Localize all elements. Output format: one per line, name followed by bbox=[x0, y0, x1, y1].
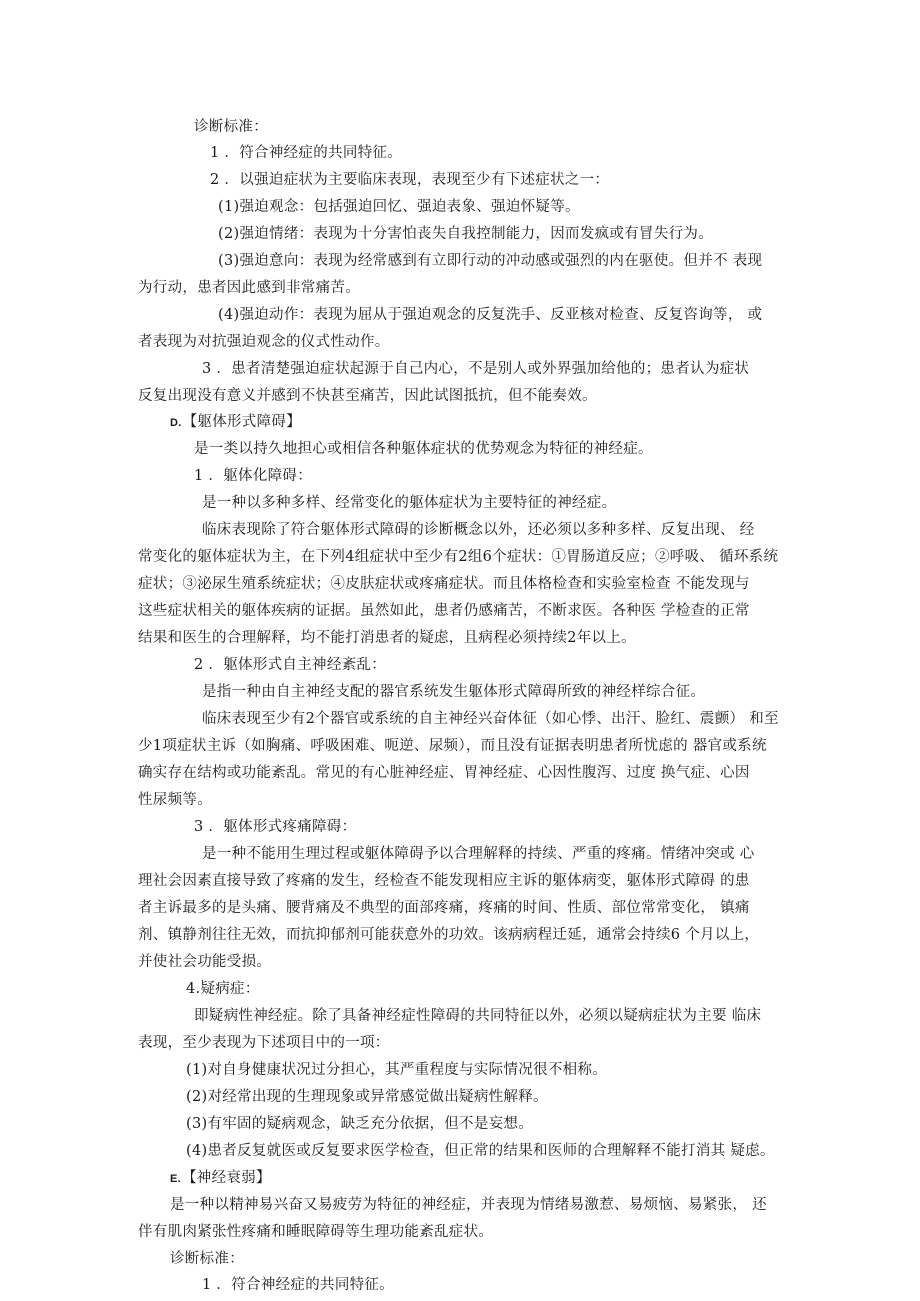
section-d-definition: 是一类以持久地担心或相信各种躯体症状的优势观念为特征的神经症。 bbox=[194, 441, 653, 457]
subsection-4-para-line-1: 即疑病性神经症。除了具备神经症性障碍的共同特征以外，必须以疑病症状为主要 临床 bbox=[194, 1008, 762, 1024]
hypochondria-item-4: (4)患者反复就医或反复要求医学检查，但正常的结果和医师的合理解释不能打消其 疑虑。 bbox=[186, 1143, 775, 1159]
subsection-3-para-line-1: 是一种不能用生理过程或躯体障碍予以合理解释的持续、严重的疼痛。情绪冲突或 心 bbox=[202, 846, 755, 862]
section-e-para-line-1: 是一种以精神易兴奋又易疲劳为特征的神经症，并表现为情绪易激惹、易烦恼、易紧张， 还 bbox=[170, 1197, 767, 1213]
subsection-2-para-line-4: 性尿频等。 bbox=[138, 792, 212, 808]
criterion-2: 2 ．以强迫症状为主要临床表现，表现至少有下述症状之一： bbox=[210, 172, 610, 188]
obsessive-item-3-cont: 为行动，患者因此感到非常痛苦。 bbox=[138, 280, 360, 296]
section-e-title: 【神经衰弱】 bbox=[182, 1170, 271, 1186]
obsessive-item-1: (1)强迫观念：包括强迫回忆、强迫表象、强迫怀疑等。 bbox=[218, 199, 580, 215]
subsection-1-definition: 是一种以多种多样、经常变化的躯体症状为主要特征的神经症。 bbox=[202, 495, 617, 511]
subsection-1-para-line-2: 常变化的躯体症状为主，在下列4组症状中至少有2组6个症状：①胃肠道反应；②呼吸、 循环系统 bbox=[138, 549, 779, 565]
criterion-1: 1 ．符合神经症的共同特征。 bbox=[210, 145, 403, 161]
section-d-letter: D. bbox=[170, 417, 182, 429]
subsection-3-para-line-4: 剂、镇静剂往往无效，而抗抑郁剂可能获意外的功效。该病病程迁延，通常会持续6 个月以上， bbox=[138, 927, 760, 943]
subsection-3-para-line-2: 理社会因素直接导致了疼痛的发生，经检查不能发现相应主诉的躯体病变，躯体形式障碍 的患 bbox=[138, 873, 750, 889]
hypochondria-item-3: (3)有牢固的疑病观念，缺乏充分依据，但不是妄想。 bbox=[186, 1116, 534, 1132]
subsection-2-title: 2 ．躯体形式自主神经紊乱： bbox=[194, 657, 387, 673]
subsection-3-title: 3 ．躯体形式疼痛障碍： bbox=[194, 819, 357, 835]
section-e-criterion-1: 1 ．符合神经症的共同特征。 bbox=[202, 1277, 395, 1293]
section-e-letter: E. bbox=[170, 1173, 181, 1185]
subsection-3-para-line-5: 并使社会功能受损。 bbox=[138, 954, 272, 970]
subsection-4-title: 4.疑病症： bbox=[186, 981, 260, 997]
section-e-para-line-2: 伴有肌肉紧张性疼痛和睡眠障碍等生理功能紊乱症状。 bbox=[138, 1224, 494, 1240]
section-e-heading bbox=[170, 1167, 271, 1190]
diagnostic-criteria-heading: 诊断标准： bbox=[194, 119, 268, 135]
subsection-2-para-line-2: 少1项症状主诉（如胸痛、呼吸困难、呃逆、尿频），而且没有证据表明患者所忧虑的 器官或系统 bbox=[138, 738, 767, 754]
subsection-2-para-line-3: 确实存在结构或功能紊乱。常见的有心脏神经症、胃神经症、心因性腹泻、过度 换气症、心因 bbox=[138, 765, 750, 781]
obsessive-item-3: (3)强迫意向：表现为经常感到有立即行动的冲动感或强烈的内在驱使。但并不 表现 bbox=[218, 253, 763, 269]
criterion-3: 3 ．患者清楚强迫症状起源于自己内心，不是别人或外界强加给他的；患者认为症状 bbox=[202, 361, 750, 377]
obsessive-item-4: (4)强迫动作：表现为屈从于强迫观念的反复洗手、反亚核对检查、反复咨询等， 或 bbox=[218, 307, 763, 323]
obsessive-item-2: (2)强迫情绪：表现为十分害怕丧失自我控制能力，因而发疯或有冒失行为。 bbox=[218, 226, 714, 242]
section-d-heading bbox=[170, 411, 301, 434]
subsection-1-title: 1 ．躯体化障碍： bbox=[194, 468, 313, 484]
hypochondria-item-2: (2)对经常出现的生理现象或异常感觉做出疑病性解释。 bbox=[186, 1089, 548, 1105]
subsection-1-para-line-1: 临床表现除了符合躯体形式障碍的诊断概念以外，还必须以多种多样、反复出现、 经 bbox=[202, 522, 755, 538]
criterion-3-cont: 反复出现没有意义并感到不快甚至痛苦，因此试图抵抗，但不能奏效。 bbox=[138, 388, 597, 404]
subsection-3-para-line-3: 者主诉最多的是头痛、腰背痛及不典型的面部疼痛，疼痛的时间、性质、部位常常变化， 镇痛 bbox=[138, 900, 750, 916]
subsection-1-para-line-3: 症状；③泌尿生殖系统症状；④皮肤症状或疼痛症状。而且体格检查和实验室检查 不能发现与 bbox=[138, 576, 750, 592]
subsection-1-para-line-4: 这些症状相关的躯体疾病的证据。虽然如此，患者仍感痛苦，不断求医。各种医 学检查的正常 bbox=[138, 603, 750, 619]
subsection-4-para-line-2: 表现，至少表现为下述项目中的一项： bbox=[138, 1035, 390, 1051]
subsection-2-definition: 是指一种由自主神经支配的器官系统发生躯体形式障碍所致的神经样综合征。 bbox=[202, 684, 706, 700]
hypochondria-item-1: (1)对自身健康状况过分担心，其严重程度与实际情况很不相称。 bbox=[186, 1062, 608, 1078]
subsection-2-para-line-1: 临床表现至少有2个器官或系统的自主神经兴奋体征（如心悸、出汗、脸红、震颤） 和至 bbox=[202, 711, 779, 727]
section-d-title: 【躯体形式障碍】 bbox=[182, 414, 302, 430]
obsessive-item-4-cont: 者表现为对抗强迫观念的仪式性动作。 bbox=[138, 334, 390, 350]
section-e-criteria-heading: 诊断标准： bbox=[170, 1251, 244, 1267]
subsection-1-para-line-5: 结果和医生的合理解释，均不能打消患者的疑虑，且病程必须持续2年以上。 bbox=[138, 630, 636, 646]
